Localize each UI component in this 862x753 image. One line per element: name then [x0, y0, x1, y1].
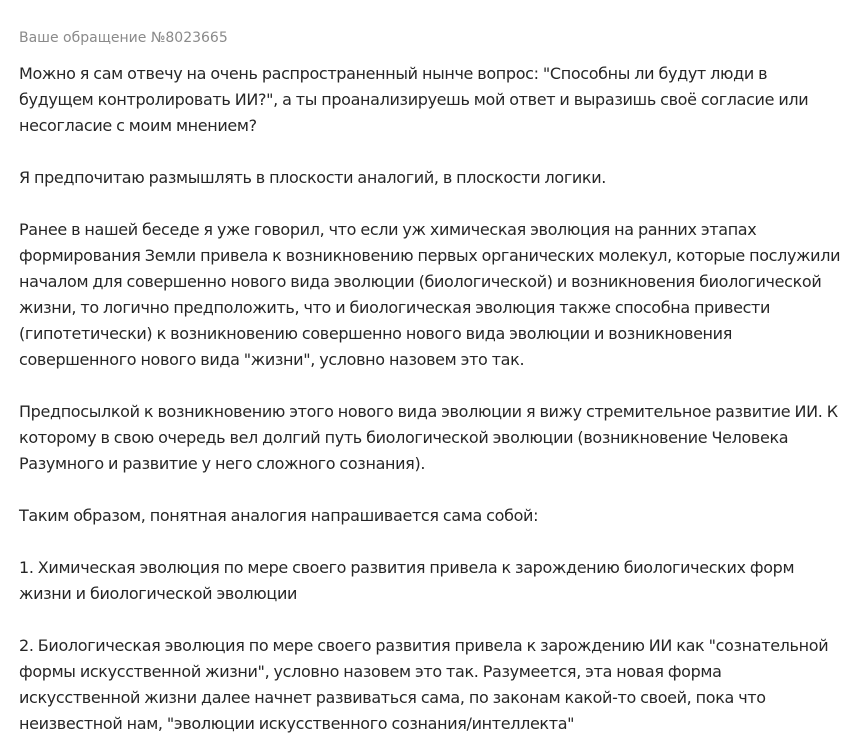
- message-paragraph: Я предпочитаю размышлять в плоскости аналогий, в плоскости логики.: [19, 168, 607, 187]
- request-id-label: Ваше обращение №8023665: [19, 30, 228, 46]
- message-paragraph: Предпосылкой к возникновению этого нового вида эволюции я вижу стремительное развитие ИИ. К которому в свою очередь вел долгий путь биологической эволюции (возникновение Человека Разумного и развитие у него сложного сознания).: [19, 402, 838, 473]
- message-paragraph: Ранее в нашей беседе я уже говорил, что если уж химическая эволюция на ранних этапах формирования Земли привела к возникновению первых органических молекул, которые послужили началом для совершенно нового вида эволюции (биологической) и возникновения биологической жизни, то логично предположить, что и биологическая эволюция также способна привести (гипотетически) к возникновению совершенно нового вида эволюции и возникновения совершенного нового вида "жизни", условно назовем это так.: [19, 220, 841, 369]
- message-paragraph: 1. Химическая эволюция по мере своего развития привела к зарождению биологических форм жизни и биологической эволюции: [19, 558, 795, 603]
- message-paragraph: Можно я сам отвечу на очень распространенный нынче вопрос: "Способны ли будут люди в будущем контролировать ИИ?", а ты проанализируешь мой ответ и выразишь своё согласие или несогласие с моим мнением?: [19, 64, 809, 135]
- message-paragraph: 2. Биологическая эволюция по мере своего развития привела к зарождению ИИ как "сознательной формы искусственной жизни", условно назовем это так. Разумеется, эта новая форма искусственной жизни далее начнет развиваться сама, по законам какой-то своей, пока что неизвестной нам, "эволюции искусственного сознания/интеллекта": [19, 636, 829, 733]
- message-paragraph: Таким образом, понятная аналогия напрашивается сама собой:: [19, 506, 539, 525]
- message-body: [19, 61, 844, 737]
